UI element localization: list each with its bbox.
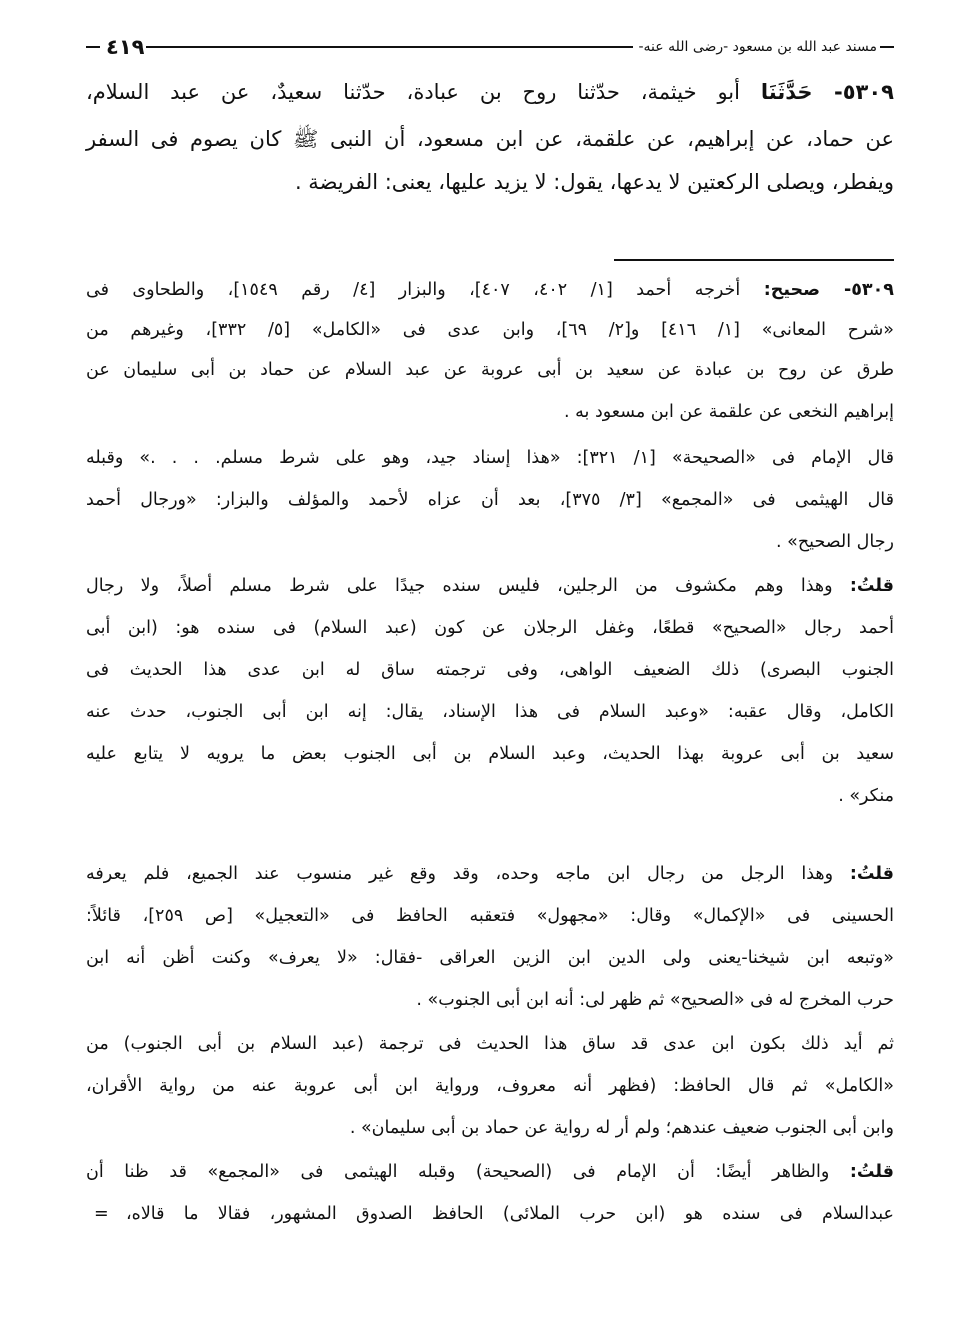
footnote-line: [86, 618, 894, 638]
footnote-lead: قلتُ:: [849, 576, 894, 596]
footnote-line-text: منكر» .: [838, 786, 894, 806]
hadith-line: [86, 80, 894, 104]
footnote-line: [126, 1204, 894, 1224]
footnote-line-text: «الكامل» ثم قال الحافظ: (فظهر أنه معروف، ورواية ابن أبى عروبة عنه من رواية الأقران،: [86, 1076, 894, 1096]
hadith-number-lead: ٥٣٠٩- حَدَّثَنَا: [760, 80, 894, 104]
footnote-line: [86, 1162, 894, 1182]
header-dash: [86, 46, 100, 48]
footnote-line: [86, 360, 894, 380]
footnote-line: [86, 1034, 894, 1054]
footnote-line: [86, 744, 894, 764]
footnote-lead: ٥٣٠٩- صحيح:: [763, 280, 894, 300]
footnote-line: [86, 448, 894, 468]
hadith-line-text: ويفطر، ويصلى الركعتين لا يدعها، يقول: لا يزيد عليها، يعنى: الفريضة .: [294, 170, 894, 194]
running-header: [86, 34, 894, 60]
footnote-line: [86, 1118, 894, 1138]
footnote-line: [86, 864, 894, 884]
page-number: ٤١٩: [106, 35, 145, 59]
footnote-line: [86, 702, 894, 722]
hadith-line-text: عن حماد، عن إبراهيم، عن علقمة، عن ابن مسعود، أن النبى ﷺ كان يصوم فى السفر: [86, 127, 894, 151]
footnote-line: [86, 280, 894, 300]
footnote-line: [86, 402, 894, 422]
footnote-line-text: الكامل، وقال عقبه: «وعبد السلام فى هذا الإسناد، يقال: إنه ابن أبى الجنوب، حدث عنه: [86, 702, 894, 722]
footnote-line: [86, 490, 894, 510]
footnote-line-text: ثم أيد ذلك بكون ابن عدى قد ساق هذا الحديث فى ترجمة (عبد السلام بن أبى الجنوب) من: [86, 1034, 894, 1054]
footnote-line-text: سعيد بن أبى عروبة بهذا الحديث، وعبد السلام بن أبى الجنوب بعض ما يرويه لا يتابع عليه: [86, 744, 894, 764]
footnote-line: [86, 660, 894, 680]
footnote-lead: قلتُ:: [849, 864, 894, 884]
footnote-line-text: عبدالسلام فى سنده هو (ابن حرب الملائى) الحافظ الصدوق المشهور، فقالا ما قالاه،: [126, 1204, 894, 1224]
footnote-line-text: أحمد رجال «الصحيح» قطعًا، وغفل الرجلان عن كون (عبد السلام) فى سنده هو: (ابن أبى: [86, 618, 894, 638]
footnote-line: [86, 906, 894, 926]
footnote-line-text: الجنوب البصرى) ذلك الضعيف الواهى، وفى ترجمته ساق له ابن عدى هذا الحديث فى: [86, 660, 894, 680]
hadith-line: [86, 126, 894, 157]
footnote-line-text: حرب المخرج له فى «الصحيح» ثم ظهر لى: أنه ابن أبى الجنوب» .: [416, 990, 894, 1010]
footnote-line-text: طرق عن روح بن عبادة عن سعيد بن أبى عروبة عن عبد السلام عن حماد بن أبى سليمان عن: [86, 360, 894, 380]
footnote-line-text: وهذا وهم مكشوف من الرجلين، فليس سنده جيدًا على شرط مسلم أصلاً، ولا رجال: [86, 576, 850, 596]
header-title: مسند عبد الله بن مسعود -رضى الله عنه-: [635, 39, 895, 55]
footnote-line: [86, 990, 894, 1010]
footnote-line: [86, 948, 894, 968]
footnote-line: [86, 576, 894, 596]
footnote-line: [86, 1076, 894, 1096]
continuation-mark: =: [94, 1204, 109, 1224]
footnote-line-text: وهذا الرجل من رجال ابن ماجه وحده، وقد وقع غير منسوب عند الجميع، فلم يعرفه: [86, 864, 850, 884]
footnote-line: [86, 786, 894, 806]
footnote-line-text: قال الهيثمى فى «المجمع» [٣/ ٣٧٥]، بعد أن عزاه لأحمد والمؤلف والبزار: «ورجال أحمد: [86, 490, 894, 510]
footnote-line-text: إبراهيم النخعى عن علقمة عن ابن مسعود به .: [564, 402, 894, 422]
footnote-line: [86, 532, 894, 552]
header-rule: [146, 46, 632, 48]
footnote-line-text: «شرح المعانى» [١/ ٤١٦] و[٢/ ٦٩]، وابن عدى فى «الكامل» [٥/ ٣٣٢]، وغيرهم من: [86, 320, 894, 340]
footnote-line-text: رجال الصحيح» .: [776, 532, 894, 552]
footnote-line-text: «وتبعه ابن شيخنا-يعنى ولى الدين ابن الزين العراقى -فقال: «لا يعرف» وكنت أظن أنه ابن: [86, 948, 894, 968]
footnote-separator: [614, 259, 894, 261]
footnote-line: [86, 320, 894, 340]
footnote-lead: قلتُ:: [849, 1162, 894, 1182]
hadith-line-text: أبو خيثمة، حدّثنا روح بن عبادة، حدّثنا سعيدٌ، عن عبد السلام،: [86, 80, 761, 104]
footnote-line-text: الحسينى فى «الإكمال» وقال: «مجهول» فتعقبه الحافظ فى «التعجيل» [ص ٢٥٩]، قائلاً:: [86, 906, 894, 926]
footnote-line-text: أخرجه أحمد [١/ ٤٠٢، ٤٠٧]، والبزار [٤/ رقم ١٥٤٩]، والطحاوى فى: [86, 280, 764, 300]
hadith-line: [86, 170, 894, 194]
footnote-line-text: قال الإمام فى «الصحيحة» [١/ ٣٢١]: «هذا إسناد جيد، وهو على شرط مسلم. . . .» وقبله: [86, 448, 894, 468]
footnote-line-text: والظاهر أيضًا: أن الإمام فى (الصحيحة) وقبله الهيثمى فى «المجمع» قد ظنا أن: [86, 1162, 850, 1182]
footnote-line-text: وابن أبى الجنوب ضعيف عندهم؛ ولم أر له رواية عن حماد بن أبى سليمان» .: [349, 1118, 894, 1138]
